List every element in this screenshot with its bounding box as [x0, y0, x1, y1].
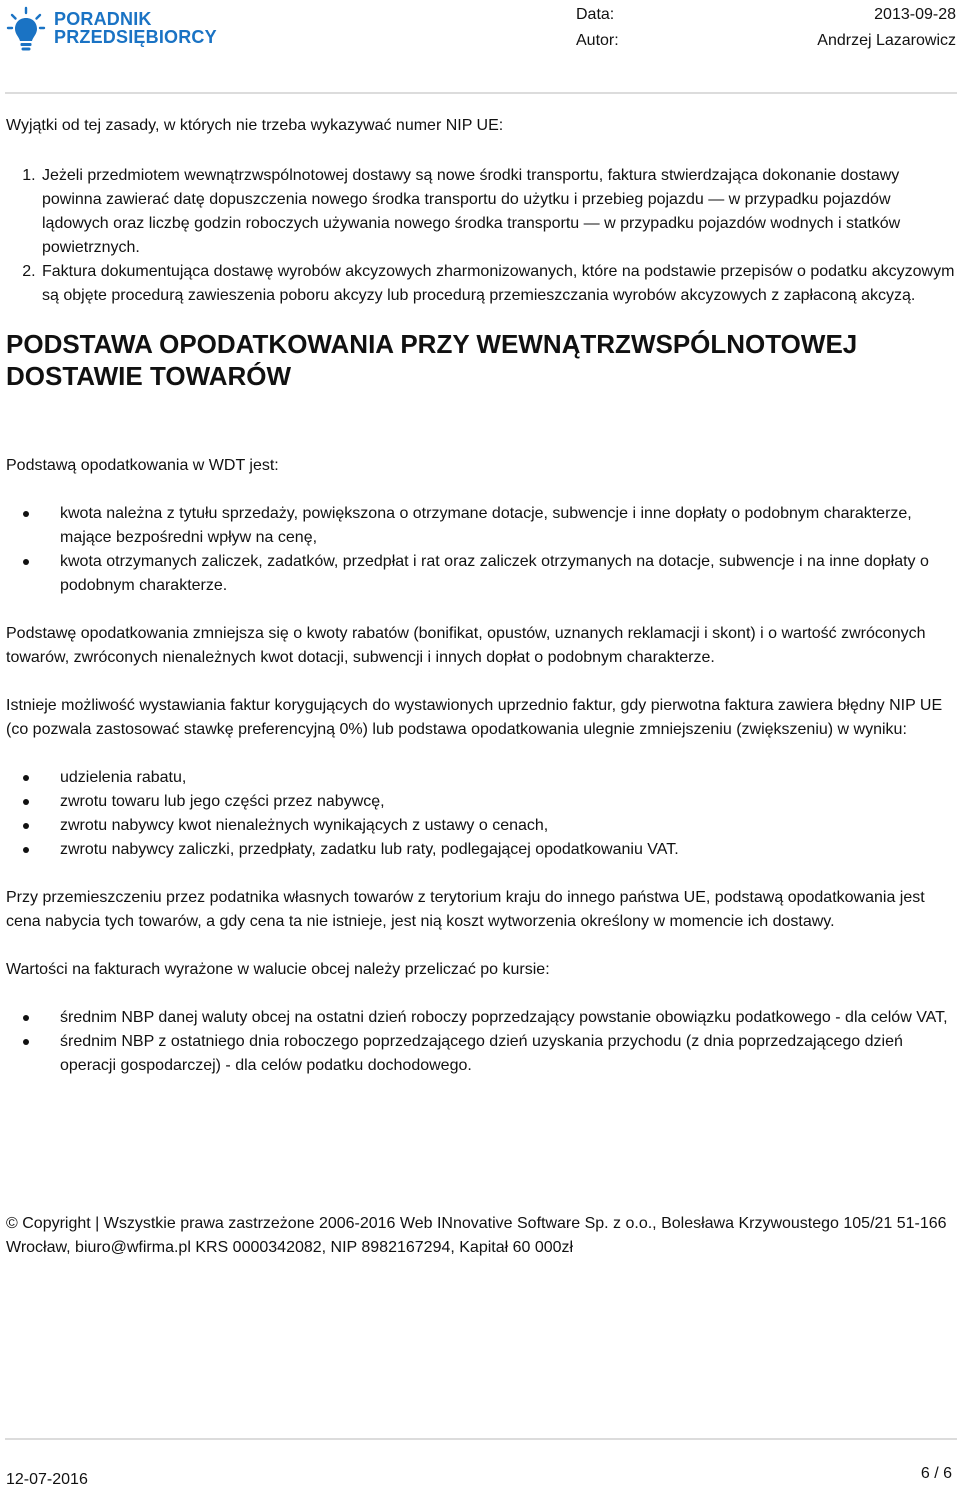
- list-item: udzielenia rabatu,: [6, 766, 956, 790]
- basis-intro: Podstawą opodatkowania w WDT jest:: [6, 457, 279, 474]
- lightbulb-icon: [6, 6, 46, 54]
- article-body: [6, 114, 956, 1102]
- list-item: zwrotu nabywcy kwot nienależnych wynikających z ustawy o cenach,: [6, 814, 956, 838]
- exceptions-list: [6, 164, 956, 308]
- reduction-paragraph: Podstawę opodatkowania zmniejsza się o kwoty rabatów (bonifikat, opustów, uznanych reklamacji i skont) i o wartość zwróconych towarów, zwróconych nienależnych kwot dotacji, subwencji i innych dopłat o podobnym charakterze.: [6, 625, 926, 666]
- date-label: Data:: [576, 6, 615, 23]
- date-row: [576, 2, 956, 28]
- date-value: 2013-09-28: [874, 6, 956, 23]
- header-divider: [5, 92, 957, 94]
- page-header: [0, 0, 960, 92]
- list-item: średnim NBP z ostatniego dnia roboczego poprzedzającego dzień uzyskania przychodu (z dnia poprzedzającego dzień operacji gospodarczej) - dla celów podatku dochodowego.: [6, 1030, 956, 1078]
- transfer-paragraph: Przy przemieszczeniu przez podatnika własnych towarów z terytorium kraju do innego państwa UE, podstawą opodatkowania jest cena nabycia tych towarów, a gdy cena ta nie istnieje, jest nią koszt wytworzenia określony w momencie ich dostawy.: [6, 889, 925, 930]
- print-date: 12-07-2016: [6, 1471, 88, 1488]
- author-row: [576, 28, 956, 54]
- logo-line-1: PORADNIK: [54, 9, 152, 29]
- section-heading: PODSTAWA OPODATKOWANIA PRZY WEWNĄTRZWSPÓLNOTOWEJ DOSTAWIE TOWARÓW: [6, 329, 858, 391]
- basis-list: [6, 502, 956, 598]
- author-label: Autor:: [576, 32, 619, 49]
- list-item: kwota należna z tytułu sprzedaży, powiększona o otrzymane dotacje, subwencje i inne dopłaty o podobnym charakterze, mające bezpośredni wpływ na cenę,: [6, 502, 956, 550]
- list-item: 1. Jeżeli przedmiotem wewnątrzwspólnotowej dostawy są nowe środki transportu, faktura stwierdzająca dokonanie dostawy powinna zawierać datę dopuszczenia nowego środka transportu do użytku i przebieg pojazdu — w przypadku pojazdów lądowych oraz liczbę godzin roboczych używania nowego środka transportu — w przypadku pojazdów wodnych i statków powietrznych.: [40, 164, 956, 260]
- exceptions-intro: Wyjątki od tej zasady, w których nie trzeba wykazywać numer NIP UE:: [6, 117, 504, 134]
- list-item: zwrotu nabywcy zaliczki, przedpłaty, zadatku lub raty, podlegającej opodatkowaniu VAT.: [6, 838, 956, 862]
- author-value: Andrzej Lazarowicz: [817, 32, 956, 49]
- document-meta: [576, 2, 956, 54]
- logo-line-2: PRZEDSIĘBIORCY: [54, 27, 217, 47]
- list-item: 2. Faktura dokumentująca dostawę wyrobów akcyzowych zharmonizowanych, które na podstawie przepisów o podatku akcyzowym są objęte procedurą zawieszenia poboru akcyzy lub procedurą przemieszczania wyrobów akcyzowych z zapłaconą akcyzą.: [40, 260, 956, 308]
- list-item: średnim NBP danej waluty obcej na ostatni dzień roboczy poprzedzający powstanie obowiązku podatkowego - dla celów VAT,: [6, 1006, 956, 1030]
- currency-list: [6, 1006, 956, 1078]
- logo: [6, 4, 226, 54]
- correction-list: [6, 766, 956, 862]
- list-item: zwrotu towaru lub jego części przez nabywcę,: [6, 790, 956, 814]
- list-item: kwota otrzymanych zaliczek, zadatków, przedpłat i rat oraz zaliczek otrzymanych na dotacje, subwencje i na inne dopłaty o podobnym charakterze.: [6, 550, 956, 598]
- correction-paragraph: Istnieje możliwość wystawiania faktur korygujących do wystawionych uprzednio faktur, gdy pierwotna faktura zawiera błędny NIP UE (co pozwala zastosować stawkę preferencyjną 0%) lub podstawa opodatkowania ulegnie zmniejszeniu (zwiększeniu) w wyniku:: [6, 697, 943, 738]
- page-number: 6 / 6: [920, 1465, 952, 1482]
- footer-divider: [5, 1438, 957, 1440]
- copyright-notice: © Copyright | Wszystkie prawa zastrzeżone 2006-2016 Web INnovative Software Sp. z o.o., Bolesława Krzywoustego 105/21 51-166 Wrocław, biuro@wfirma.pl KRS 0000342082, NIP 8982167294, Kapitał 60 000zł: [6, 1215, 947, 1256]
- currency-intro: Wartości na fakturach wyrażone w walucie obcej należy przeliczać po kursie:: [6, 961, 550, 978]
